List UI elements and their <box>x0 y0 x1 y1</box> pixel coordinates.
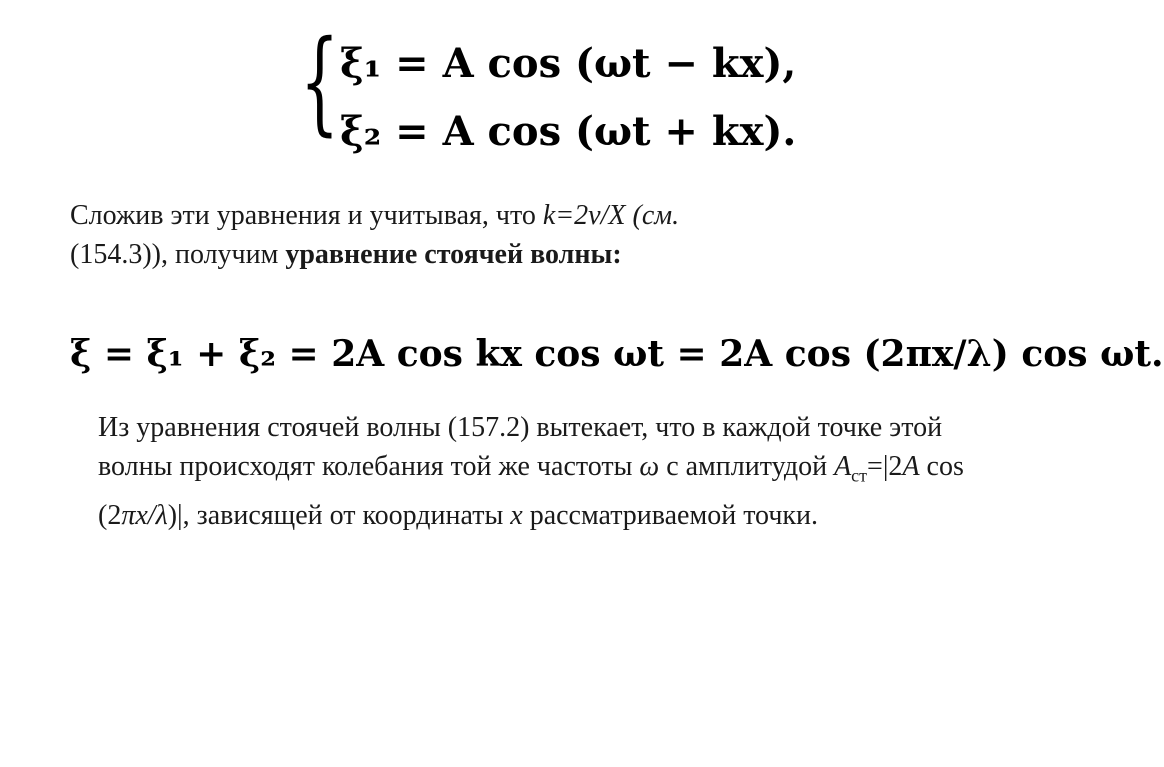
paragraph1-text-1: Сложив эти уравнения и учитывая, что <box>70 200 543 231</box>
paragraph2-text-2: с амплитудой <box>659 451 835 482</box>
coordinate-x: x <box>510 499 523 531</box>
paragraph2-text-5: )|, зависящей от координаты <box>167 499 511 531</box>
wave-equation-2: ξ₂ = A cos (ωt + kx). <box>340 108 797 155</box>
paragraph-sum-intro <box>70 196 970 274</box>
paragraph2-text-1: Из уравнения стоячей волны (157.2) вытекает, что в каждой точке этой волны происходят колебания той же частоты <box>98 412 943 482</box>
standing-wave-term: уравнение стоячей волны: <box>285 239 622 270</box>
paragraph2-text-3: =|2 <box>867 451 903 482</box>
amplitude-symbol: A <box>834 451 852 482</box>
wave-equation-1: ξ₁ = A cos (ωt − kx), <box>340 40 797 87</box>
paragraph2-text-6: рассматриваемой точки. <box>522 499 819 531</box>
standing-wave-equation: ξ = ξ₁ + ξ₂ = 2A cos kx cos ωt = 2A cos (2πx/λ) cos ωt. <box>70 333 1164 375</box>
system-brace: { <box>300 17 340 147</box>
pi-x-lambda: πx/λ <box>121 499 168 531</box>
wave-number-formula: k=2ν/Х (см. <box>542 200 680 231</box>
paragraph1-text-2: (154.3)), получим <box>70 239 286 270</box>
amplitude-A: A <box>902 451 920 482</box>
paragraph2-text-4: cos (2 <box>98 451 964 531</box>
wave-equation-system <box>300 17 797 166</box>
paragraph-amplitude <box>98 408 978 535</box>
omega-symbol: ω <box>639 451 660 482</box>
amplitude-subscript: ст <box>851 465 868 486</box>
